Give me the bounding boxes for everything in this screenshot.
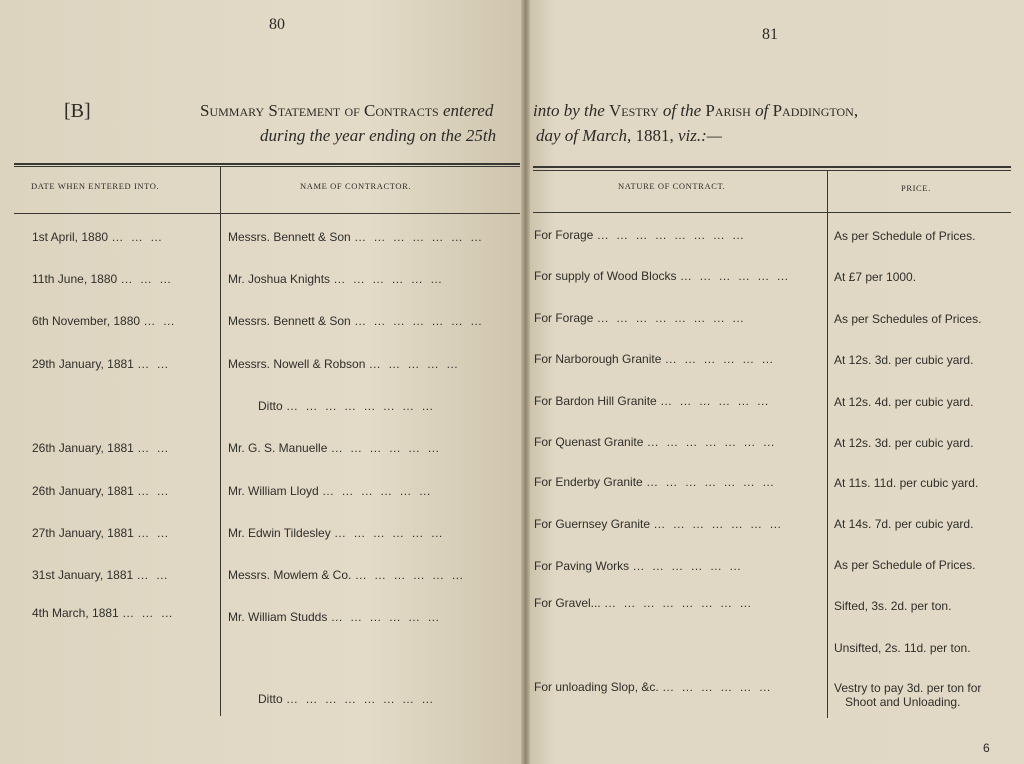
- title-text-paddington: Paddington,: [772, 101, 859, 120]
- table-cell-price: At 14s. 7d. per cubic yard.: [834, 517, 974, 531]
- table-cell-name: [258, 399, 435, 413]
- table-cell-name: [228, 526, 445, 540]
- table-cell-name: [228, 441, 441, 455]
- table-top-rule-left-thin: [14, 166, 520, 167]
- cell-text: For Bardon Hill Granite: [534, 394, 657, 408]
- title-text-year: 1881,: [635, 126, 674, 145]
- reference-label: [B]: [64, 100, 91, 122]
- column-divider-date: [220, 166, 221, 716]
- title-right-line2: [536, 126, 722, 146]
- dot-leader: … …: [137, 526, 171, 540]
- table-top-rule-left: [14, 163, 520, 165]
- table-cell-name: [228, 357, 460, 371]
- table-cell-price: Sifted, 3s. 2d. per ton.: [834, 599, 952, 613]
- title-left-line1: [200, 101, 493, 121]
- table-cell-nature: [534, 352, 775, 366]
- dot-leader: … … … … … …: [632, 559, 744, 573]
- cell-text: Ditto: [258, 399, 283, 413]
- dot-leader: … …: [143, 314, 177, 328]
- title-right-line1: [533, 101, 858, 121]
- dot-leader: … … … … … … …: [653, 517, 784, 531]
- dot-leader: … … … … … … …: [354, 314, 485, 328]
- table-cell-price: At 12s. 3d. per cubic yard.: [834, 353, 974, 367]
- table-cell-name: [258, 692, 435, 706]
- book-gutter: [521, 0, 530, 764]
- table-cell-price: Unsifted, 2s. 11d. per ton.: [834, 641, 971, 655]
- table-cell-name: [228, 230, 484, 244]
- cell-text: Messrs. Bennett & Son: [228, 314, 351, 328]
- cell-text: For unloading Slop, &c.: [534, 680, 659, 694]
- table-cell-date: [32, 484, 171, 498]
- table-cell-name: [228, 568, 465, 582]
- cell-text: Mr. William Studds: [228, 610, 328, 624]
- cell-text: Messrs. Nowell & Robson: [228, 357, 366, 371]
- cell-text: 26th January, 1881: [32, 484, 134, 498]
- table-cell-date: [32, 272, 173, 286]
- dot-leader: … … … … … … … …: [604, 596, 754, 610]
- cell-text: 27th January, 1881: [32, 526, 134, 540]
- cell-text: Messrs. Mowlem & Co.: [228, 568, 352, 582]
- dot-leader: … …: [137, 441, 171, 455]
- cell-text: For Forage: [534, 311, 594, 325]
- header-nature: NATURE OF CONTRACT.: [618, 181, 726, 191]
- cell-text: For Quenast Granite: [534, 435, 644, 449]
- table-cell-date: [32, 606, 175, 620]
- cell-text: 6th November, 1880: [32, 314, 141, 328]
- table-cell-name: [228, 484, 433, 498]
- header-name: NAME OF CONTRACTOR.: [300, 181, 412, 191]
- cell-text: Mr. Edwin Tildesley: [228, 526, 331, 540]
- cell-text: For Enderby Granite: [534, 475, 643, 489]
- dot-leader: … … … … … …: [322, 484, 433, 498]
- table-cell-date: [32, 568, 170, 582]
- table-cell-price: As per Schedules of Prices.: [834, 312, 982, 326]
- title-text-into: into by the: [533, 101, 605, 120]
- dot-leader: … …: [137, 357, 171, 371]
- cell-text: For supply of Wood Blocks: [534, 269, 677, 283]
- dot-leader: … … … … … …: [333, 272, 445, 286]
- cell-text: 29th January, 1881: [32, 357, 134, 371]
- table-cell-date: [32, 314, 177, 328]
- cell-text: 4th March, 1881: [32, 606, 119, 620]
- dot-leader: … … … … …: [368, 357, 461, 371]
- cell-text: For Paving Works: [534, 559, 630, 573]
- table-cell-nature: [534, 559, 743, 573]
- dot-leader: … … … … … … …: [646, 475, 777, 489]
- table-cell-price: At 11s. 11d. per cubic yard.: [834, 476, 979, 490]
- dot-leader: … … … … … … … …: [596, 311, 747, 325]
- title-text-summary: Summary Statement of Contracts: [200, 101, 439, 120]
- title-text-of-the: of the: [662, 101, 702, 120]
- dot-leader: … …: [136, 568, 170, 582]
- title-text-day-of-march: day of March,: [536, 126, 632, 145]
- table-cell-nature: [534, 435, 777, 449]
- table-cell-nature: [534, 596, 753, 610]
- table-cell-price: As per Schedule of Prices.: [834, 558, 976, 572]
- cell-text: Mr. William Lloyd: [228, 484, 319, 498]
- dot-leader: … … … … … …: [330, 441, 442, 455]
- dot-leader: … … …: [111, 230, 165, 244]
- table-cell-date: [32, 441, 171, 455]
- header-bottom-rule-left: [14, 213, 520, 214]
- table-cell-price: Vestry to pay 3d. per ton for: [834, 681, 982, 695]
- table-top-rule-right-thin: [533, 170, 1011, 171]
- title-text-viz: viz.:—: [677, 126, 722, 145]
- dot-leader: … … … … … …: [330, 610, 442, 624]
- table-cell-date: [32, 230, 164, 244]
- dot-leader: … … … … … … …: [354, 230, 485, 244]
- dot-leader: … … … … … …: [679, 269, 791, 283]
- dot-leader: … …: [137, 484, 171, 498]
- cell-text: 11th June, 1880: [32, 272, 118, 286]
- dot-leader: … … … … … … … …: [596, 228, 747, 242]
- column-divider-nature: [827, 170, 828, 718]
- header-price: PRICE.: [901, 183, 931, 193]
- table-cell-name: [228, 272, 444, 286]
- cell-text: Messrs. Bennett & Son: [228, 230, 351, 244]
- table-cell-date: [32, 526, 171, 540]
- table-cell-nature: [534, 475, 776, 489]
- cell-text: 26th January, 1881: [32, 441, 134, 455]
- cell-text: For Gravel...: [534, 596, 601, 610]
- table-cell-nature: [534, 394, 771, 408]
- table-cell-nature: [534, 228, 746, 242]
- table-cell-price: At 12s. 3d. per cubic yard.: [834, 436, 974, 450]
- cell-text: For Narborough Granite: [534, 352, 662, 366]
- cell-text: 31st January, 1881: [32, 568, 134, 582]
- table-cell-price: As per Schedule of Prices.: [834, 229, 976, 243]
- table-cell-price: At 12s. 4d. per cubic yard.: [834, 395, 974, 409]
- dot-leader: … … … … … …: [660, 394, 771, 408]
- title-text-of: of: [755, 101, 769, 120]
- table-cell-name: [228, 610, 441, 624]
- dot-leader: … … …: [122, 606, 175, 620]
- title-text-parish: Parish: [705, 101, 751, 120]
- dot-leader: … … … … … … … …: [286, 692, 436, 706]
- table-cell-nature: [534, 269, 791, 283]
- dot-leader: … … … … … … … …: [286, 399, 436, 413]
- cell-text: Mr. G. S. Manuelle: [228, 441, 328, 455]
- right-page-number: 81: [762, 26, 778, 43]
- table-cell-name: [228, 314, 484, 328]
- table-cell-nature: [534, 311, 746, 325]
- title-left-line2: during the year ending on the 25th: [260, 126, 497, 145]
- dot-leader: … … … … … …: [664, 352, 776, 366]
- header-bottom-rule-right: [533, 212, 1011, 213]
- cell-text: Mr. Joshua Knights: [228, 272, 331, 286]
- title-text-entered: entered: [442, 101, 494, 120]
- cell-text: Ditto: [258, 692, 283, 706]
- left-page-number: 80: [269, 16, 285, 33]
- table-cell-price: At £7 per 1000.: [834, 270, 917, 284]
- table-cell-date: [32, 357, 171, 371]
- cell-text: 1st April, 1880: [32, 230, 109, 244]
- title-text-vestry: Vestry: [609, 101, 659, 120]
- dot-leader: … … … … … … …: [646, 435, 777, 449]
- dot-leader: … … … … … …: [334, 526, 445, 540]
- table-cell-price-continued: Shoot and Unloading.: [845, 695, 961, 709]
- footer-page-mark: 6: [983, 741, 990, 755]
- dot-leader: … … … … … …: [354, 568, 466, 582]
- table-top-rule-right: [533, 166, 1011, 168]
- table-cell-nature: [534, 517, 783, 531]
- cell-text: For Forage: [534, 228, 594, 242]
- table-cell-nature: [534, 680, 773, 694]
- dot-leader: … … …: [120, 272, 174, 286]
- dot-leader: … … … … … …: [662, 680, 773, 694]
- header-date: DATE WHEN ENTERED INTO.: [31, 181, 160, 191]
- cell-text: For Guernsey Granite: [534, 517, 651, 531]
